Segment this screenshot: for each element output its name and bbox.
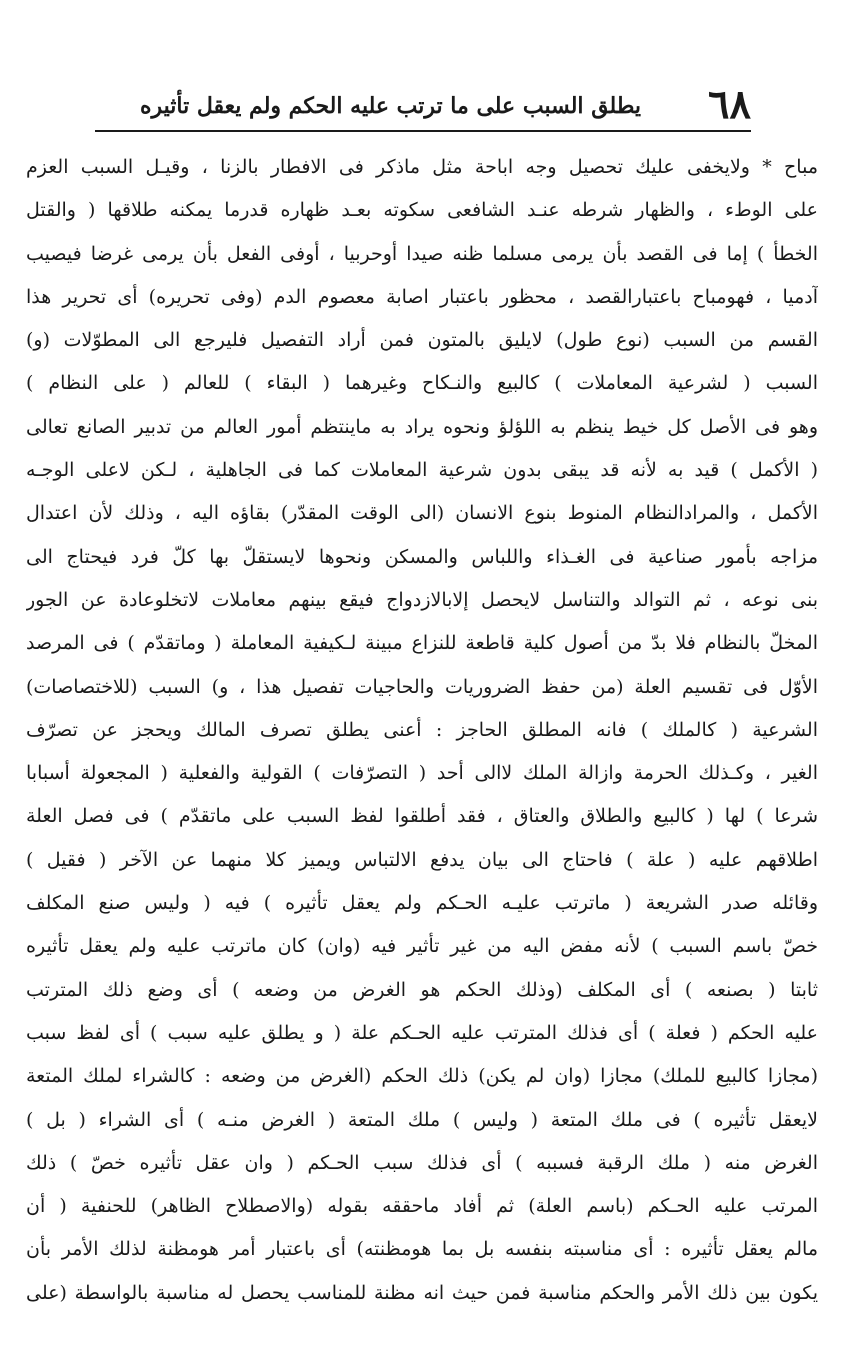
text-line: ثابتا ( بصنعه ) أى المكلف (وذلك الحكم هو الغرض من وضعه ) أى وضع ذلك المترتب: [26, 978, 818, 1001]
text-line: وقائله صدر الشريعة ( ماترتب عليـه الحـكم ولم يعقل تأثيره ) فيه ( وليس صنع المكلف: [26, 892, 818, 915]
text-line: ( الأكمل ) قيد به لأنه قد يبقى بدون شرعية المعاملات كما فى الجاهلية ، لـكن لاعلى الوجـه: [26, 459, 818, 482]
text-line: شرعا ) لها ( كالبيع والطلاق والعتاق ، فقد أطلقوا لفظ السبب على ماتقدّم ) فى فصل العلة: [26, 805, 818, 828]
page-number: ٦٨: [708, 81, 751, 128]
text-line: لايعقل تأثيره ) فى ملك المتعة ( وليس ) ملك المتعة ( الغرض منـه ) أى الشراء ( بل ): [26, 1108, 818, 1131]
text-line: الخطأ ) إما فى القصد بأن يرمى مسلما ظنه صيدا أوحربيا ، أوفى الفعل بأن يرمى غرضا فيصيب: [26, 242, 818, 265]
running-title: يطلق السبب على ما ترتب عليه الحكم ولم يعقل تأثيره: [139, 93, 641, 119]
page-header: [95, 82, 751, 128]
text-line: المخلّ بالنظام فلا بدّ من أصول كلية قاطعة للنزاع مبينة لـكيفية المعاملة ( وماتقدّم ) فى المرصد: [26, 632, 818, 655]
text-line: المرتب عليه الحـكم (باسم العلة) ثم أفاد ماحققه بقوله (والاصطلاح الظاهر) للحنفية ( أن: [26, 1195, 818, 1218]
text-line: الغرض منه ( ملك الرقبة فسببه ) أى فذلك سبب الحـكم ( وان عقل تأثيره خصّ ) ذلك: [26, 1151, 818, 1174]
text-line: مباح * ولايخفى عليك تحصيل وجه اباحة مثل ماذكر فى الافطار بالزنا ، وقيـل السبب العزم: [26, 156, 818, 178]
header-divider: [95, 130, 751, 132]
text-line: القسم من السبب (نوع طول) لايليق بالمتون فمن أراد التفصيل فليرجع الى المطوّلات (و): [26, 329, 818, 352]
text-line: اطلاقهم عليه ( علة ) فاحتاج الى بيان يدفع الالتباس ويميز كلا منهما عن الآخر ( فقيل ): [26, 848, 818, 871]
text-line: السبب ( لشرعية المعاملات ) كالبيع والنـكاح وغيرهما ( البقاء ) للعالم ( على النظام ): [26, 372, 818, 395]
text-line: الأكمل ، والمرادالنظام المنوط بنوع الانسان (الى الوقت المقدّر) بقاؤه اليه ، وذلك لأن اعتدال: [26, 502, 818, 525]
text-line: الشرعية ( كالملك ) فانه المطلق الحاجز : أعنى يطلق تصرف المالك ويحجز عن تصرّف: [26, 718, 818, 741]
text-line: (مجازا كالبيع للملك) مجازا (وان لم يكن) ذلك الحكم (الغرض من وضعه : كالشراء لملك المتعة: [26, 1065, 818, 1088]
text-line: الغير ، وكـذلك الحرمة وازالة الملك لاالى أحد ( التصرّفات ) القولية والفعلية ( المجعولة أسبابا: [26, 762, 818, 785]
text-line: مالم يعقل تأثيره : أى مناسبته بنفسه بل بما هومظنته) أى باعتبار أمر هومظنة لذلك الأمر بأن: [26, 1238, 818, 1261]
text-line: خصّ باسم السبب ) لأنه مفض اليه من غير تأثير فيه (وان) كان ماترتب عليه ولم يعقل تأثيره: [26, 935, 818, 958]
text-line: مزاجه بأمور صناعية فى الغـذاء واللباس والمسكن ونحوها لايستقلّ بها كلّ فرد فيحتاج الى: [26, 545, 818, 568]
text-line: وهو فى الأصل كل خيط ينظم به اللؤلؤ ونحوه يراد به ماينتظم أمور العالم من تدبير الصانع تعالى: [26, 415, 818, 438]
text-line: عليه الحكم ( فعلة ) أى فذلك المترتب عليه الحـكم علة ( و يطلق عليه سبب ) أى لفظ سبب: [26, 1021, 818, 1044]
text-line: آدميا ، فهومباح باعتبارالقصد ، محظور باعتبار اصابة معصوم الدم (وفى تحريره) أى تحرير هذا: [26, 285, 818, 308]
text-line: يكون بين ذلك الأمر والحكم مناسبة فمن حيث انه مظنة للمناسب يحصل له مناسبة بالواسطة (على: [26, 1281, 818, 1304]
text-line: على الوطء ، والظهار شرطه عنـد الشافعى سكوته بعـد ظهاره قدرما يمكنه طلاقها ( والقتل: [26, 199, 818, 222]
text-line: الأوّل فى تقسيم العلة (من حفظ الضروريات والحاجيات تفصيل هذا ، و) السبب (للاختصاصات): [26, 675, 818, 698]
body-text: [26, 146, 818, 1315]
text-line: بنى نوعه ، ثم التوالد والتناسل لايحصل إلابالازدواج فيقع بينهم معاملات لاتخلوعادة عن الجور: [26, 588, 818, 611]
